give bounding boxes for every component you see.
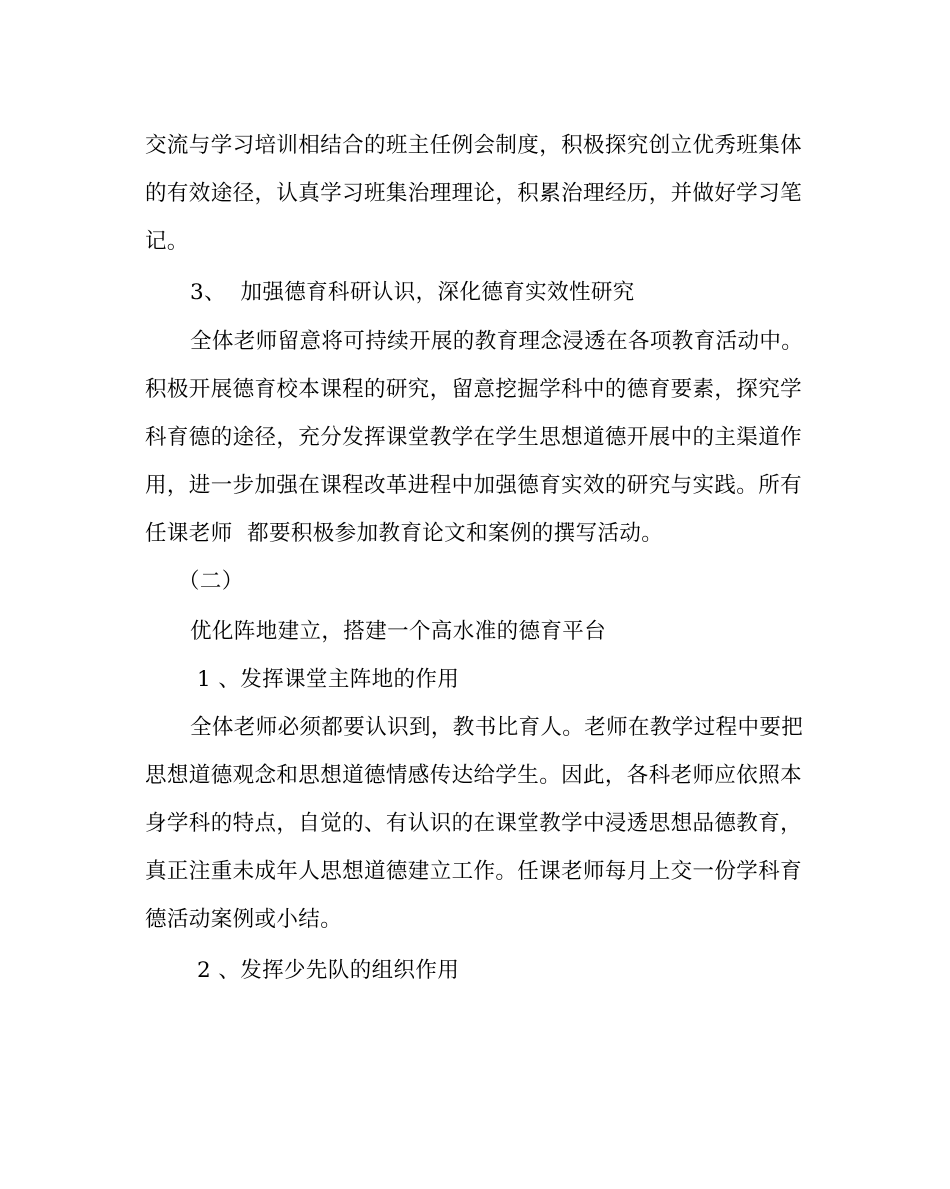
- paragraph-line: 记。: [145, 229, 189, 254]
- subsection-heading: 2 、发挥少先队的组织作用: [197, 958, 460, 983]
- paragraph-line: 德活动案例或小结。: [145, 907, 343, 932]
- section-heading: 优化阵地建立，搭建一个高水准的德育平台: [190, 619, 607, 644]
- paragraph-line: 用，进一步加强在课程改革进程中加强德育实效的研究与实践。所有: [145, 473, 803, 498]
- paragraph-line: 交流与学习培训相结合的班主任例会制度，积极探究创立优秀班集体: [145, 133, 803, 158]
- paragraph-line: 全体老师必须都要认识到，教书比育人。老师在教学过程中要把: [190, 715, 804, 740]
- section-heading: 3、 加强德育科研认识，深化德育实效性研究: [190, 280, 635, 305]
- paragraph-line: 身学科的特点，自觉的、有认识的在课堂教学中浸透思想品德教育，: [145, 811, 803, 836]
- section-number: （二）: [178, 569, 244, 594]
- paragraph-line: 思想道德观念和思想道德情感传达给学生。因此，各科老师应依照本: [145, 763, 803, 788]
- paragraph-line: 任课老师 都要积极参加教育论文和案例的撰写活动。: [145, 521, 664, 546]
- paragraph-line: 科育德的途径，充分发挥课堂教学在学生思想道德开展中的主渠道作: [145, 425, 803, 450]
- paragraph-line: 积极开展德育校本课程的研究，留意挖掘学科中的德育要素，探究学: [145, 377, 803, 402]
- paragraph-line: 的有效途径，认真学习班集治理理论，积累治理经历，并做好学习笔: [145, 181, 803, 206]
- subsection-heading: 1 、发挥课堂主阵地的作用: [197, 667, 460, 692]
- paragraph-line: 全体老师留意将可持续开展的教育理念浸透在各项教育活动中。: [190, 329, 804, 354]
- paragraph-line: 真正注重未成年人思想道德建立工作。任课老师每月上交一份学科育: [145, 859, 803, 884]
